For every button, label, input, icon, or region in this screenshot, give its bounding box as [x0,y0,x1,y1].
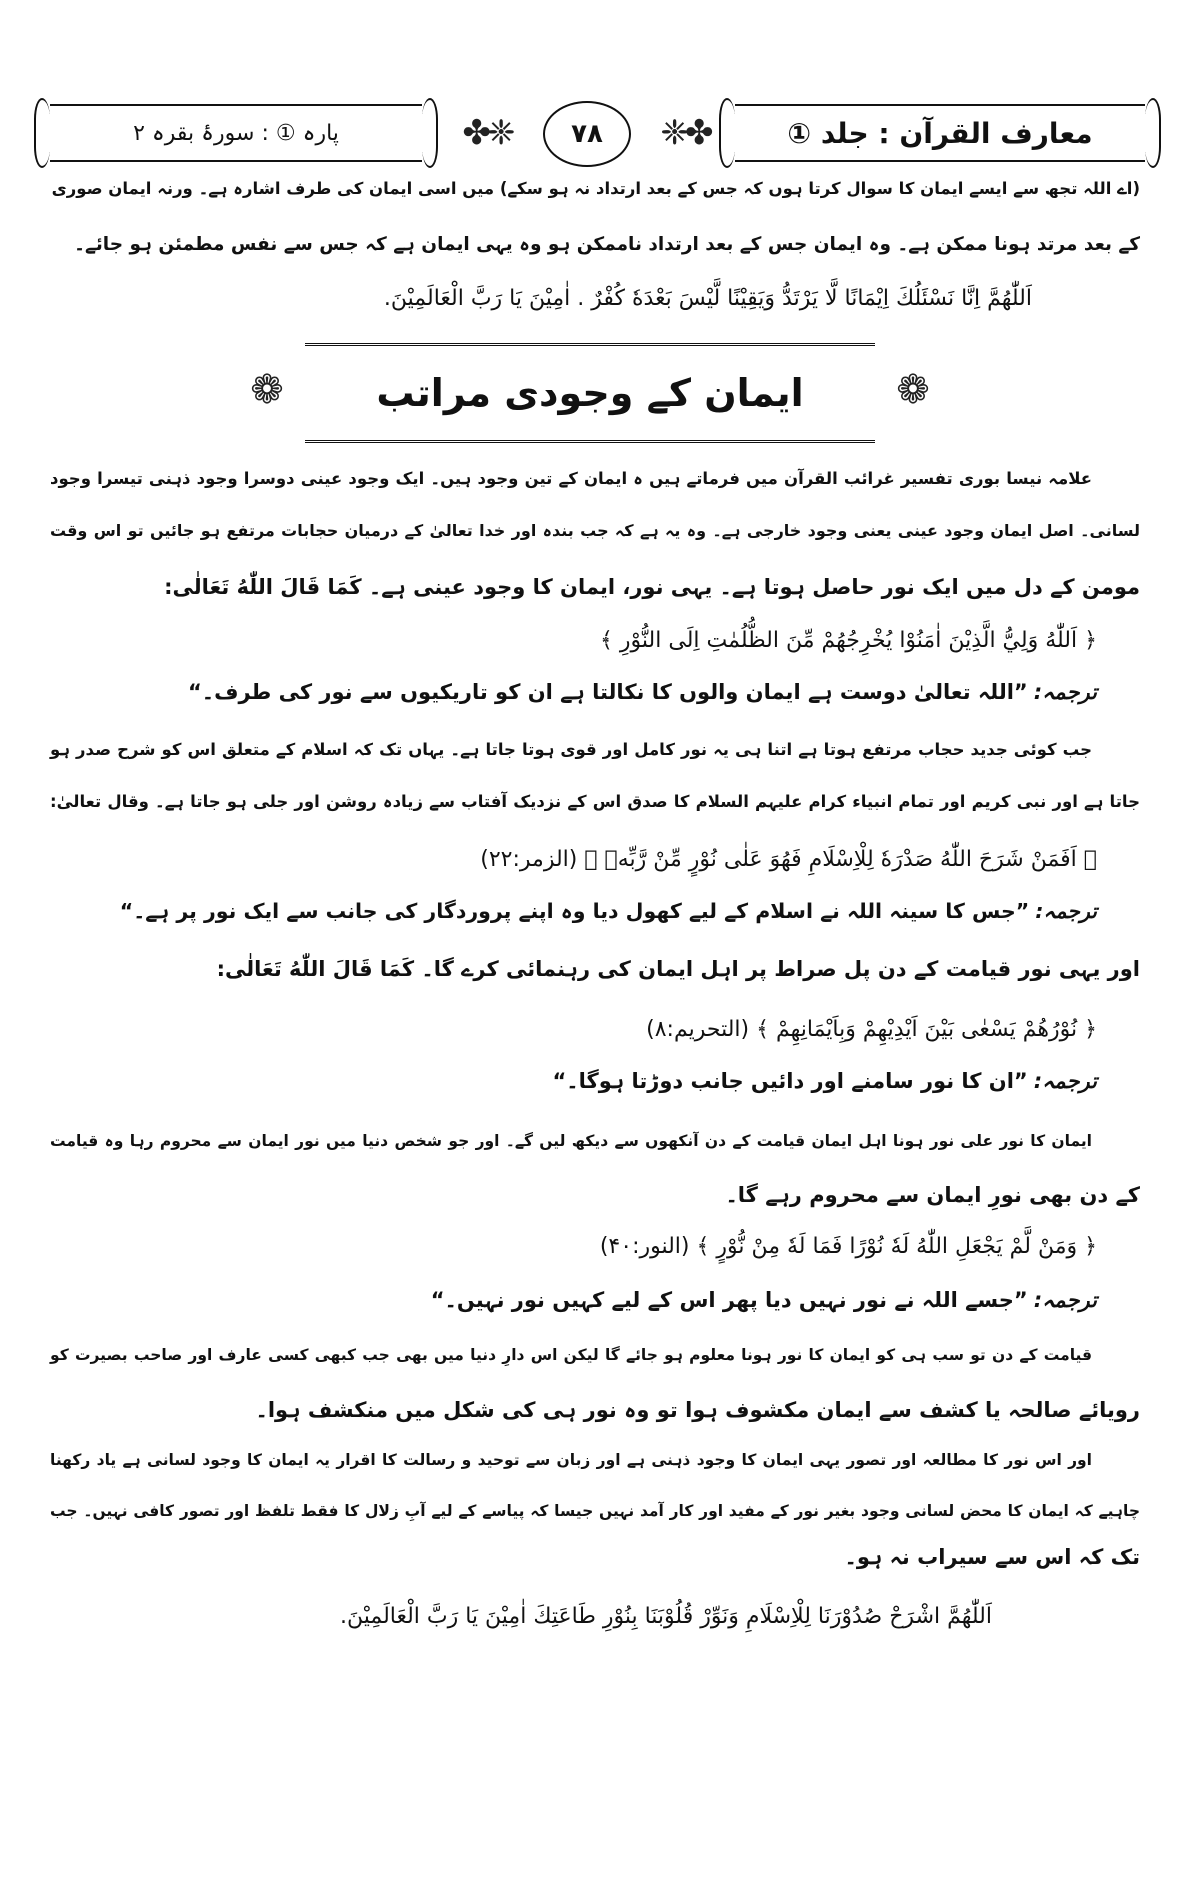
quran-verse: ﴿ اَفَمَنْ شَرَحَ اللّٰهُ صَدْرَهٗ لِلْاِسْلَامِ فَهُوَ عَلٰى نُوْرٍ مِّنْ رَّبِّهٖ ﴾ (الزمر:۲۲) [480,847,1097,872]
dua-line: اَللّٰهُمَّ اِنَّا نَسْئَلُكَ اِيْمَانًا لَّا يَرْتَدُّ وَيَقِيْنًا لَّيْسَ بَعْدَهٗ كُفْرٌ . اٰمِيْنَ يَا رَبَّ الْعَالَمِيْنَ. [383,286,1032,311]
book-title-box [735,104,1145,162]
text-line: کے دن بھی نورِ ایمان سے محروم رہے گا۔ [725,1183,1140,1207]
section-box [50,104,422,162]
text-line: اور اس نور کا مطالعہ اور تصور یہی ایمان کا وجود ذہنی ہے اور زبان سے توحید و رسالت کا اقرار یہ ایمان کا وجود لسانی ہے یاد رکھنا [50,1451,1092,1469]
section-label: پارہ ① : سورۂ بقرہ ۲ [133,120,339,146]
text-line: کے بعد مرتد ہونا ممکن ہے۔ وہ ایمان جس کے بعد ارتداد ناممکن ہو وہ یہی ایمان ہے کہ جس سے نفس مطمئن ہو جائے۔ [74,234,1140,255]
ornament-icon: ❁ [250,367,284,413]
translation-line [117,675,1097,709]
translation-label: ترجمہ: [1033,680,1097,704]
ornament-icon: ✤❈ [462,113,512,153]
ornament-icon: ❈✤ [660,113,710,153]
translation-line [117,1064,1097,1098]
translation-text: ”ان کا نور سامنے اور دائیں جانب دوڑتا ہوگا۔“ [552,1069,1028,1093]
quran-verse: ﴿ اَللّٰهُ وَلِيُّ الَّذِيْنَ اٰمَنُوْا يُخْرِجُهُمْ مِّنَ الظُّلُمٰتِ اِلَى النُّوْرِ ﴾ [600,628,1097,653]
translation-text: ”جسے اللہ نے نور نہیں دیا پھر اس کے لیے کہیں نور نہیں۔“ [430,1288,1028,1312]
page-number: ۷۸ [543,101,631,167]
text-line: اور یہی نور قیامت کے دن پل صراط پر اہل ایمان کی رہنمائی کرے گا۔ کَمَا قَالَ اللّٰهُ تَعَالٰی: [216,957,1140,981]
translation-text: ”اللہ تعالیٰ دوست ہے ایمان والوں کا نکالتا ہے ان کو تاریکیوں سے نور کی طرف۔“ [187,680,1028,704]
translation-label: ترجمہ: [1033,1288,1097,1312]
text-line: تک کہ اس سے سیراب نہ ہو۔ [844,1545,1140,1569]
text-line: علامہ نیسا بوری تفسیر غرائب القرآن میں فرماتے ہیں ہ ایمان کے تین وجود ہیں۔ ایک وجود عینی دوسرا وجود ذہنی تیسرا وجود [50,469,1092,488]
quran-verse: ﴿ نُوْرُهُمْ يَسْعٰى بَيْنَ اَيْدِيْهِمْ وَبِاَيْمَانِهِمْ ﴾ (التحریم:۸) [646,1017,1097,1042]
text-line: جاتا ہے اور نبی کریم اور تمام انبیاء کرام علیہم السلام کا صدق اس کے نزدیک آفتاب سے زیادہ روشن اور جلی ہو جاتا ہے۔ وقال تعالیٰ: [50,792,1140,811]
text-line: رویائے صالحہ یا کشف سے ایمان مکشوف ہوا تو وہ نور ہی کی شکل میں منکشف ہوا۔ [255,1398,1140,1422]
translation-label: ترجمہ: [1035,899,1097,923]
translation-line [117,1283,1097,1317]
text-line: ایمان کا نور علی نور ہونا اہل ایمان قیامت کے دن آنکھوں سے دیکھ لیں گے۔ اور جو شخص دنیا میں نور ایمان سے محروم رہا وہ قیامت [50,1132,1092,1150]
book-title: معارف القرآن : جلد ① [787,116,1093,150]
translation-text: ”جس کا سینہ اللہ نے اسلام کے لیے کھول دیا وہ اپنے پروردگار کی جانب سے ایک نور پر ہے۔“ [119,899,1030,923]
text-line: چاہیے کہ ایمان کا محض لسانی وجود بغیر نور کے مفید اور کار آمد نہیں جیسا کہ پیاسے کے لیے آبِ زلال کا فقط تلفظ اور تصور کافی نہیں۔ جب [50,1502,1140,1520]
section-title: ایمان کے وجودی مراتب [376,371,804,415]
section-title-box [305,343,875,443]
text-line: لسانی۔ اصل ایمان وجود عینی یعنی وجود خارجی ہے۔ وہ یہ ہے کہ جب بندہ اور خدا تعالیٰ کے درمیان حجابات مرتفع ہو جائیں تو اس وقت [50,521,1140,540]
text-line: جب کوئی جدید حجاب مرتفع ہوتا ہے اتنا ہی یہ نور کامل اور قوی ہوتا جاتا ہے۔ یہاں تک کہ اسلام کے متعلق اس کو شرح صدر ہو [50,740,1092,759]
text-line: مومن کے دل میں ایک نور حاصل ہوتا ہے۔ یہی نور، ایمان کا وجود عینی ہے۔ کَمَا قَالَ اللّٰهُ تَعَالٰی: [164,575,1140,599]
translation-label: ترجمہ: [1033,1069,1097,1093]
quran-verse: ﴿ وَمَنْ لَّمْ يَجْعَلِ اللّٰهُ لَهٗ نُوْرًا فَمَا لَهٗ مِنْ نُّوْرٍ ﴾ (النور:۴۰) [599,1234,1097,1259]
translation-line [117,894,1097,928]
text-line: قیامت کے دن تو سب ہی کو ایمان کا نور ہونا معلوم ہو جائے گا لیکن اس دارِ دنیا میں بھی جب کبھی کسی عارف اور صاحب بصیرت کو [50,1346,1092,1364]
ornament-icon: ❁ [896,367,930,413]
dua-line: اَللّٰهُمَّ اشْرَحْ صُدُوْرَنَا لِلْاِسْلَامِ وَنَوِّرْ قُلُوْبَنَا بِنُوْرِ طَاعَتِكَ اٰمِيْنَ يَا رَبَّ الْعَالَمِيْنَ. [339,1604,992,1629]
text-line: (اے اللہ تجھ سے ایسے ایمان کا سوال کرتا ہوں کہ جس کے بعد ارتداد نہ ہو سکے) میں اسی ایمان کی طرف اشارہ ہے۔ ورنہ ایمان صوری [51,179,1140,198]
